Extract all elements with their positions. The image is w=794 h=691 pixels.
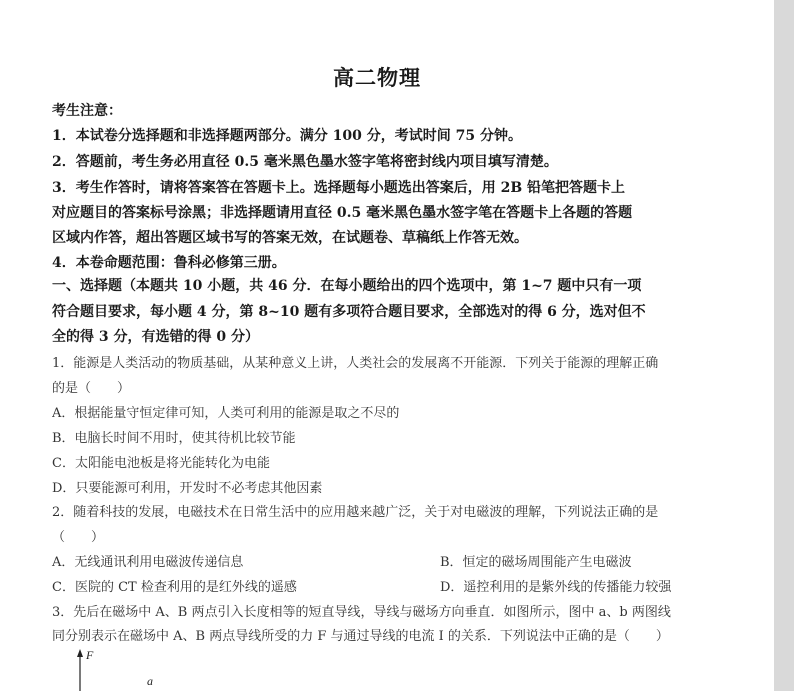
line-a-label: a [147,674,153,688]
page-title: 高二物理 [333,65,421,90]
option-d: D．遥控利用的是紫外线的传播能力较强 [440,580,672,595]
option-row [52,576,704,595]
notice-line: 2．答题前，考生务必用直径 0.5 毫米黑色墨水签字笔将密封线内项目填写清楚。 [52,154,558,170]
notice-line: 对应题目的答案标号涂黑；非选择题请用直径 0.5 毫米黑色墨水签字笔在答题卡上各题的答题 [52,205,633,221]
section-heading: 一、选择题（本题共 10 小题，共 46 分．在每小题给出的四个选项中，第 1~7 题中只有一项 [52,278,642,294]
option-b: B．恒定的磁场周围能产生电磁波 [440,555,632,570]
notice-line: 4．本卷命题范围：鲁科必修第三册。 [52,255,286,271]
option-row [52,551,704,570]
notice-line: 区域内作答，超出答题区域书写的答案无效，在试题卷、草稿纸上作答无效。 [52,230,528,246]
y-axis-label: F [86,648,94,662]
question-stem: 1．能源是人类活动的物质基础，从某种意义上讲，人类社会的发展离不开能源．下列关于能源的理解正确 [52,356,659,371]
force-current-graph [52,645,212,691]
option-c: C．医院的 CT 检查利用的是红外线的遥感 [52,580,297,595]
option-a: A．无线通讯利用电磁波传递信息 [52,555,244,570]
option-d: D．只要能源可利用，开发时不必考虑其他因素 [52,481,323,496]
vertical-scrollbar[interactable] [774,0,794,691]
section-heading: 符合题目要求，每小题 4 分，第 8~10 题有多项符合题目要求，全部选对的得 6 分，选对但不 [52,304,646,320]
question-stem: 同分别表示在磁场中 A、B 两点导线所受的力 F 与通过导线的电流 I 的关系．下列说法中正确的是（ ） [52,629,669,644]
option-a: A．根据能量守恒定律可知，人类可利用的能源是取之不尽的 [52,406,400,421]
option-b: B．电脑长时间不用时，使其待机比较节能 [52,431,296,446]
y-axis-arrow [77,649,83,657]
graph-svg [52,645,212,691]
question-stem: 2．随着科技的发展，电磁技术在日常生活中的应用越来越广泛，关于对电磁波的理解，下列说法正确的是 [52,505,659,520]
question-stem: 的是（ ） [52,381,131,396]
question-stem: 3．先后在磁场中 A、B 两点引入长度相等的短直导线，导线与磁场方向垂直．如图所示，图中 a、b 两图线 [52,605,671,620]
notice-line: 1．本试卷分选择题和非选择题两部分。满分 100 分，考试时间 75 分钟。 [52,128,522,144]
notice-heading: 考生注意： [52,103,122,119]
option-c: C．太阳能电池板是将光能转化为电能 [52,456,270,471]
notice-line: 3．考生作答时，请将答案答在答题卡上。选择题每小题选出答案后，用 2B 铅笔把答题卡上 [52,180,626,196]
section-heading: 全的得 3 分，有选错的得 0 分） [52,329,259,345]
question-stem: （ ） [52,530,105,545]
